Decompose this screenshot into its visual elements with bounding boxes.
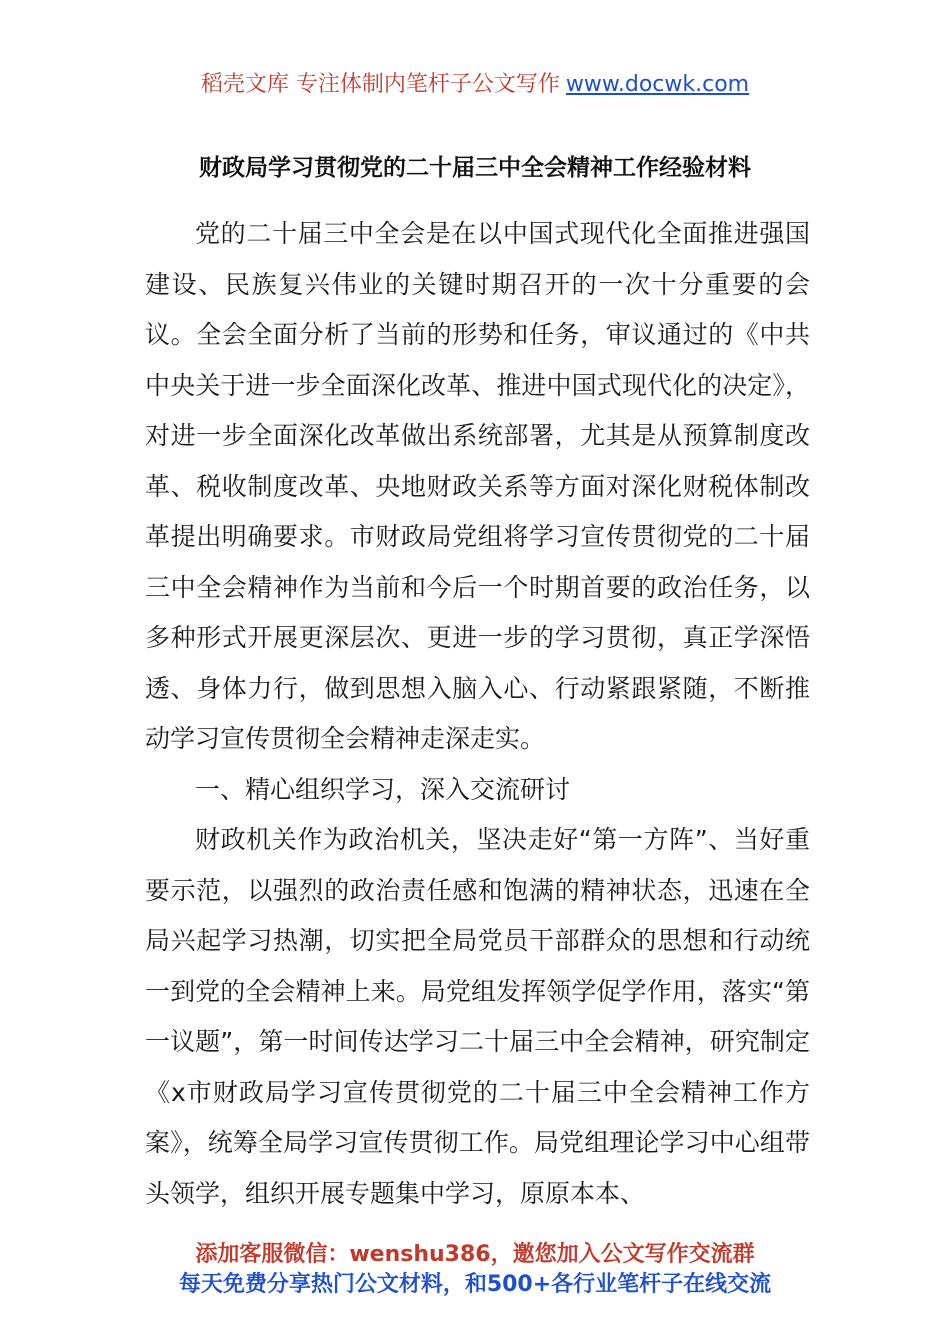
header-banner xyxy=(0,70,950,100)
body-paragraph: 财政机关作为政治机关，坚决走好“第一方阵”、当好重要示范，以强烈的政治责任感和饱满的精神状态，迅速在全局兴起学习热潮，切实把全局党员干部群众的思想和行动统一到党的全会精神上来。局党组发挥领学促学作用，落实“第一议题”，第一时间传达学习二十届三中全会精神，研究制定《x市财政局学习宣传贯彻党的二十届三中全会精神工作方案》，统筹全局学习宣传贯彻工作。局党组理论学习中心组带头领学，组织开展专题集中学习，原原本本、 xyxy=(145,825,810,1208)
document-title: 财政局学习贯彻党的二十届三中全会精神工作经验材料 xyxy=(199,155,751,181)
site-link[interactable]: www.docwk.com xyxy=(565,72,750,97)
footer-banner xyxy=(0,1240,950,1300)
document-body xyxy=(145,209,810,1219)
footer-promo-line: 每天免费分享热门公文材料，和500+各行业笔杆子在线交流 xyxy=(178,1272,772,1297)
intro-paragraph: 党的二十届三中全会是在以中国式现代化全面推进强国建设、民族复兴伟业的关键时期召开的一次十分重要的会议。全会全面分析了当前的形势和任务，审议通过的《中共中央关于进一步全面深化改革、推进中国式现代化的决定》，对进一步全面深化改革做出系统部署，尤其是从预算制度改革、税收制度改革、央地财政关系等方面对深化财税体制改革提出明确要求。市财政局党组将学习宣传贯彻党的二十届三中全会精神作为当前和今后一个时期首要的政治任务，以多种形式开展更深层次、更进一步的学习贯彻，真正学深悟透、身体力行，做到思想入脑入心、行动紧跟紧随，不断推动学习宣传贯彻全会精神走深走实。 xyxy=(145,219,810,753)
brand-text: 稻壳文库 专注体制内笔杆子公文写作 xyxy=(200,72,560,97)
section-heading: 一、精心组织学习，深入交流研讨 xyxy=(195,774,571,804)
footer-contact-line: 添加客服微信：wenshu386，邀您加入公文写作交流群 xyxy=(195,1242,755,1267)
